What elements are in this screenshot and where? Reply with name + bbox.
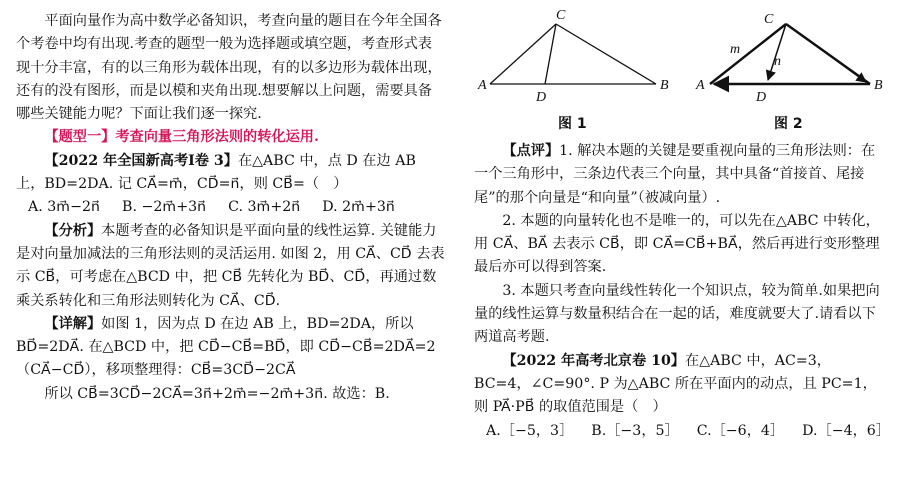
option2-b: B.［−3，5］ bbox=[591, 422, 679, 439]
label-c1: C bbox=[556, 8, 566, 23]
option-b: B. −2m⃗+3n⃗ bbox=[122, 199, 207, 216]
analysis-text: 本题考查的必备知识是平面向量的线性运算. 关键能力是对向量加减法的三角形法则的灵活运用. 如图 2，用 CA⃗、CD⃗ 去表示 CB⃗，可考虑在△BCD 中，把 CB⃗ 先转化为 BD⃗、CD⃗，再通过数乘关系转化和三角形法则转化为 CA⃗、CD⃗. bbox=[16, 222, 445, 309]
right-column bbox=[474, 8, 891, 443]
triangle-figures bbox=[474, 10, 886, 130]
label-c2: C bbox=[764, 12, 774, 27]
question-text: 在△ABC 中，点 D 在边 AB 上，BD=2DA. 记 CA⃗=m⃗，CD⃗=n⃗，则 CB⃗=（ ） bbox=[16, 152, 416, 193]
question-2-text: 在△ABC 中，AC=3，BC=4，∠C=90°. P 为△ABC 所在平面内的动点，且 PC=1，则 PA⃗·PB⃗ 的取值范围是（ ） bbox=[474, 352, 877, 416]
question-2 bbox=[474, 350, 886, 420]
comment-2: 2. 本题的向量转化也不是唯一的，可以先在△ABC 中转化，用 CA⃗、BA⃗ 去表示 CB⃗，即 CA⃗=CB⃗+BA⃗，然后再进行变形整理最后亦可以得到答案. bbox=[474, 212, 880, 276]
detail-tag: 【详解】 bbox=[44, 315, 102, 332]
option2-d: D.［−4，6］ bbox=[802, 422, 891, 439]
label-b2: B bbox=[874, 78, 883, 93]
question-type-heading: 【题型一】考查向量三角形法则的转化运用. bbox=[44, 129, 319, 146]
question-source: 【2022 年全国新高考Ⅰ卷 3】 bbox=[44, 152, 238, 169]
comment-tag: 【点评】 bbox=[502, 143, 560, 159]
detail-text: 如图 1，因为点 D 在边 AB 上，BD=2DA，所以 BD⃗=2DA⃗. 在△BCD 中，把 CD⃗−CB⃗=BD⃗，即 CD⃗−CB⃗=2DA⃗=2（CA⃗−CD⃗），移项整理得：CB⃗=3CD⃗−2CA⃗ bbox=[16, 315, 436, 379]
answer-options bbox=[16, 196, 446, 219]
figure-1-triangle bbox=[490, 24, 656, 84]
option-d: D. 2m⃗+3n⃗ bbox=[322, 199, 395, 216]
label-a2: A bbox=[696, 78, 705, 93]
question-1 bbox=[16, 150, 446, 197]
conclusion-paragraph: 所以 CB⃗=3CD⃗−2CA⃗=3n⃗+2m⃗=−2m⃗+3n⃗. 故选：B. bbox=[44, 385, 390, 402]
option-c: C. 3m⃗+2n⃗ bbox=[228, 199, 301, 216]
label-a1: A bbox=[478, 78, 487, 93]
option2-c: C.［−6，4］ bbox=[696, 422, 785, 439]
analysis-paragraph bbox=[16, 220, 446, 313]
label-d2: D bbox=[756, 90, 767, 105]
label-m: m bbox=[730, 42, 741, 57]
label-b1: B bbox=[660, 78, 669, 93]
option2-a: A.［−5，3］ bbox=[486, 422, 574, 439]
comment-1-text: 1. 解决本题的关键是要重视向量的三角形法则：在一个三角形中，三条边代表三个向量，其中具备“首接首、尾接尾”的那个向量是“和向量”（被减向量）. bbox=[474, 143, 876, 206]
option-a: A. 3m⃗−2n⃗ bbox=[28, 199, 101, 216]
question-2-source: 【2022 年高考北京卷 10】 bbox=[502, 352, 685, 369]
answer-options-2 bbox=[474, 420, 891, 443]
comment-1 bbox=[474, 140, 886, 210]
comment-3: 3. 本题只考查向量线性转化一个知识点，较为简单.如果把向量的线性运算与数量积结合在一起的话，难度就要大了.请看以下两道高考题. bbox=[474, 282, 880, 346]
left-column bbox=[16, 10, 446, 406]
intro-paragraph: 平面向量作为高中数学必备知识，考查向量的题目在今年全国各个考卷中均有出现.考查的题型一般为选择题或填空题，考查形式表现十分丰富，有的以三角形为载体出现，有的以多边形为载体出现，还有的没有图形，而是以模和夹角出现.想要解以上问题，需要具备哪些关键能力呢？下面让我们逐一探究. bbox=[16, 13, 442, 123]
detail-paragraph bbox=[16, 313, 446, 383]
figure-2-caption: 图 2 bbox=[774, 116, 803, 132]
label-d1: D bbox=[536, 90, 547, 105]
analysis-tag: 【分析】 bbox=[44, 222, 102, 239]
figure-1-caption: 图 1 bbox=[558, 116, 587, 132]
label-n: n bbox=[774, 54, 781, 69]
